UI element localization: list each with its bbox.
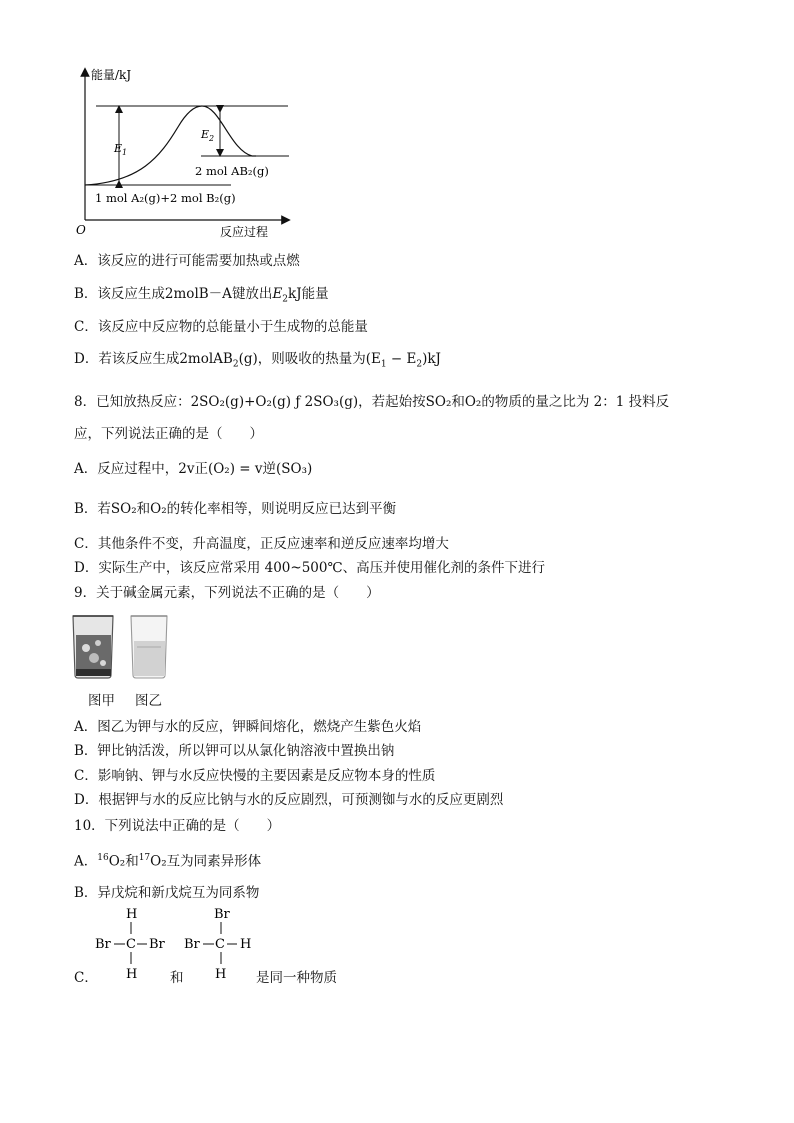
q8-option-c: C．其他条件不变，升高温度，正反应速率和逆反应速率均增大 bbox=[74, 536, 449, 552]
energy-diagram bbox=[60, 62, 300, 242]
q7-option-a: A．该反应的进行可能需要加热或点燃 bbox=[74, 253, 300, 269]
q9-option-d: D．根据钾与水的反应比钠与水的反应剧烈，可预测铷与水的反应更剧烈 bbox=[74, 792, 504, 808]
q7-option-c: C．该反应中反应物的总能量小于生成物的总能量 bbox=[74, 319, 368, 335]
svg-text:H: H bbox=[126, 907, 138, 922]
q9-stem: 9．关于碱金属元素，下列说法不正确的是（ ） bbox=[74, 585, 380, 601]
q8-option-a: A．反应过程中，2v正(O₂) = v逆(SO₃) bbox=[74, 461, 313, 477]
svg-text:C: C bbox=[215, 937, 225, 952]
q10-option-c-text: 是同一种物质 bbox=[256, 970, 337, 986]
svg-text:H: H bbox=[240, 937, 252, 952]
svg-text:H: H bbox=[126, 967, 138, 982]
q7-option-d: D．若该反应生成2molAB$_2$(g)，则吸收的热量为$(E_1 - E_2)kJ$ bbox=[74, 351, 441, 370]
q9-option-c: C．影响钠、钾与水反应快慢的主要因素是反应物本身的性质 bbox=[74, 768, 436, 784]
image-caption-jia: 图甲 bbox=[88, 693, 115, 709]
beaker-image-jia bbox=[70, 613, 116, 679]
svg-text:Br: Br bbox=[184, 937, 200, 952]
svg-text:Br: Br bbox=[214, 907, 230, 922]
structural-formula-1 bbox=[90, 904, 172, 984]
q8-option-d: D．实际生产中，该反应常采用 400~500℃、高压并使用催化剂的条件下进行 bbox=[74, 560, 546, 576]
products-label: 2 mol AB₂(g) bbox=[195, 164, 269, 178]
q8-stem-line2: 应，下列说法正确的是（ ） bbox=[74, 426, 263, 442]
q10-option-c-letter: C． bbox=[74, 970, 98, 986]
svg-text:Br: Br bbox=[149, 937, 165, 952]
reactants-label: 1 mol A₂(g)+2 mol B₂(g) bbox=[95, 191, 236, 205]
q7-option-b: B．该反应生成2molB－A键放出$E_2kJ$能量 bbox=[74, 286, 329, 305]
svg-text:C: C bbox=[126, 937, 136, 952]
q10-stem: 10．下列说法中正确的是（ ） bbox=[74, 818, 281, 834]
x-axis-label: 反应过程 bbox=[220, 225, 269, 239]
q10-option-a: A．$^{16}$O₂和$^{17}$O₂互为同素异形体 bbox=[74, 853, 262, 870]
q9-option-a: A．图乙为钾与水的反应，钾瞬间熔化，燃烧产生紫色火焰 bbox=[74, 719, 422, 735]
beaker-image-yi bbox=[128, 613, 170, 679]
svg-text:Br: Br bbox=[95, 937, 111, 952]
q10-option-b: B．异戊烷和新戊烷互为同系物 bbox=[74, 885, 260, 901]
e1-label: $E_1$ bbox=[114, 142, 128, 157]
origin-label: O bbox=[76, 223, 86, 237]
image-caption-yi: 图乙 bbox=[135, 693, 162, 709]
q8-stem-line1: 8．已知放热反应：2SO₂(g)+O₂(g) ƒ 2SO₃(g)，若起始按SO₂和O₂的物质的量之比为 2：1 投料反 bbox=[74, 394, 670, 410]
q8-option-b: B．若SO₂和O₂的转化率相等，则说明反应已达到平衡 bbox=[74, 501, 397, 517]
q9-option-b: B．钾比钠活泼，所以钾可以从氯化钠溶液中置换出钠 bbox=[74, 743, 395, 759]
q10-option-c-and: 和 bbox=[170, 970, 184, 986]
structural-formula-2 bbox=[180, 904, 262, 984]
y-axis-label: 能量/kJ bbox=[91, 68, 132, 82]
svg-text:H: H bbox=[215, 967, 227, 982]
e2-label: $E_2$ bbox=[201, 128, 215, 143]
